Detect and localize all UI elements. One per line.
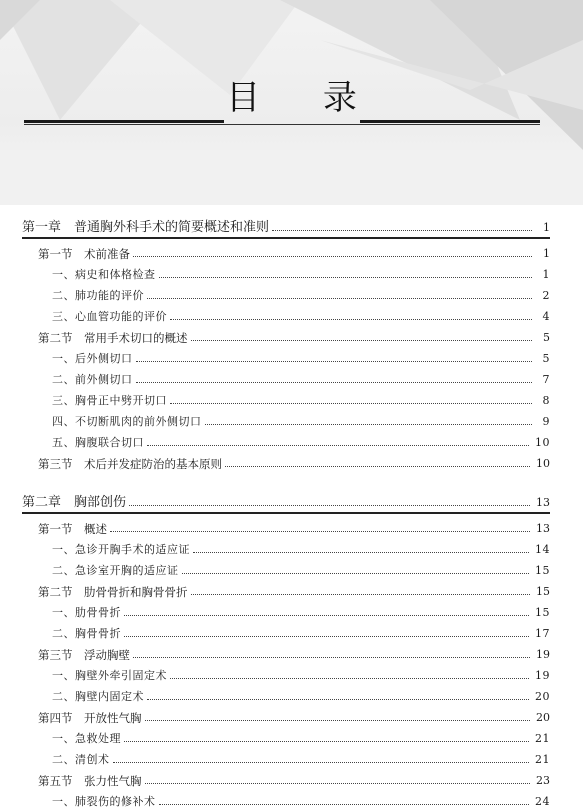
dot-leader [191,339,533,341]
toc-item-label: 二、肺功能的评价 [52,289,144,302]
toc-page-number: 5 [542,352,550,365]
toc-page-number: 1 [543,247,550,260]
dot-leader [225,465,530,467]
chapter-rule [22,512,550,514]
toc-item-label: 四、不切断肌肉的前外侧切口 [52,415,202,428]
toc-item-label: 五、胸腹联合切口 [52,436,144,449]
toc-page-number: 15 [536,585,550,598]
dot-leader [191,593,531,595]
toc-item-row[interactable] [22,429,550,450]
toc-page-number: 20 [535,690,550,703]
toc-item-label: 一、肋骨骨折 [52,606,121,619]
toc-section-row[interactable] [22,324,550,345]
chapter-rule [22,237,550,239]
dot-leader [205,423,533,425]
toc-page-number: 14 [535,543,550,556]
toc-page-number: 1 [542,268,550,281]
toc-page-number: 13 [536,496,550,509]
dot-leader [147,297,532,299]
toc-page-number: 10 [536,457,550,470]
chapter-gap [22,471,550,487]
toc-page-number: 10 [535,436,550,449]
toc-section-row[interactable] [22,450,550,471]
dot-leader [159,276,533,278]
toc-chapter-row[interactable] [22,212,550,235]
toc-section-row[interactable] [22,767,550,788]
toc-item-row[interactable] [22,387,550,408]
toc-section-label: 第三节 术后并发症防治的基本原则 [38,457,222,471]
toc-page-number: 20 [536,711,550,724]
toc-chapter-label: 第二章 胸部创伤 [22,495,127,510]
toc-item-label: 一、后外侧切口 [52,352,133,365]
toc-chapter-row[interactable] [22,487,550,510]
dot-leader [147,698,529,700]
toc-item-label: 一、胸壁外牵引固定术 [52,669,167,682]
toc-section-row[interactable] [22,578,550,599]
toc-section-label: 第一节 概述 [38,522,107,536]
dot-leader [124,614,529,616]
toc-section-label: 第五节 张力性气胸 [38,774,142,788]
toc-item-row[interactable] [22,408,550,429]
dot-leader [124,635,529,637]
dot-leader [136,360,533,362]
dot-leader [124,740,529,742]
toc-item-row[interactable] [22,620,550,641]
dot-leader [136,381,533,383]
title-rule-right [360,120,540,123]
dot-leader [133,656,530,658]
title-rule-underline [24,124,540,125]
dot-leader [182,572,530,574]
toc-page-number: 15 [535,606,550,619]
toc-page-number: 21 [535,732,550,745]
toc-section-row[interactable] [22,515,550,536]
toc-page-number: 23 [536,774,550,787]
toc-section-label: 第一节 术前准备 [38,247,130,261]
toc-chapter-label: 第一章 普通胸外科手术的简要概述和准则 [22,220,270,235]
toc-page-number: 17 [535,627,550,640]
toc-item-label: 三、心血管功能的评价 [52,310,167,323]
toc-page-number: 2 [542,289,550,302]
toc-item-label: 二、胸壁内固定术 [52,690,144,703]
dot-leader [113,761,530,763]
toc-item-row[interactable] [22,557,550,578]
toc-item-label: 二、清创术 [52,753,110,766]
toc-page-number: 19 [536,648,550,661]
toc-item-row[interactable] [22,345,550,366]
dot-leader [170,318,532,320]
dot-leader [133,255,532,257]
toc-section-label: 第二节 肋骨骨折和胸骨骨折 [38,585,188,599]
dot-leader [145,782,531,784]
page-title: 目 录 [226,78,383,118]
toc-page-number: 24 [535,795,550,808]
toc-page-number: 5 [543,331,550,344]
toc-item-label: 三、胸骨正中劈开切口 [52,394,167,407]
dot-leader [129,504,530,506]
dot-leader [272,229,532,231]
toc-item-row[interactable] [22,303,550,324]
toc-page-number: 4 [542,310,550,323]
toc-item-label: 二、前外侧切口 [52,373,133,386]
dot-leader [193,551,529,553]
toc-item-row[interactable] [22,788,550,809]
toc-item-row[interactable] [22,746,550,767]
toc-item-row[interactable] [22,599,550,620]
toc-page-number: 19 [535,669,550,682]
dot-leader [110,530,530,532]
dot-leader [145,719,531,721]
toc-item-label: 一、急诊开胸手术的适应证 [52,543,190,556]
toc-page-number: 1 [543,221,550,234]
toc-item-label: 一、肺裂伤的修补术 [52,795,156,808]
dot-leader [159,803,530,805]
toc-item-label: 二、胸骨骨折 [52,627,121,640]
dot-leader [147,444,529,446]
dot-leader [170,677,529,679]
toc-item-row[interactable] [22,366,550,387]
toc-section-label: 第四节 开放性气胸 [38,711,142,725]
toc-page-number: 15 [535,564,550,577]
toc-page-number: 13 [536,522,550,535]
toc-item-label: 二、急诊室开胸的适应证 [52,564,179,577]
toc-page-number: 9 [542,415,550,428]
title-rule-left [24,120,224,123]
toc-section-row[interactable] [22,240,550,261]
toc-item-row[interactable] [22,536,550,557]
table-of-contents [22,212,550,809]
toc-item-row[interactable] [22,282,550,303]
toc-item-label: 一、急救处理 [52,732,121,745]
toc-section-label: 第三节 浮动胸壁 [38,648,130,662]
toc-item-label: 一、病史和体格检查 [52,268,156,281]
toc-item-row[interactable] [22,683,550,704]
toc-item-row[interactable] [22,662,550,683]
dot-leader [170,402,532,404]
toc-section-row[interactable] [22,641,550,662]
toc-section-label: 第二节 常用手术切口的概述 [38,331,188,345]
toc-page-number: 7 [542,373,550,386]
toc-section-row[interactable] [22,704,550,725]
toc-page-number: 8 [542,394,550,407]
toc-item-row[interactable] [22,725,550,746]
toc-page-number: 21 [535,753,550,766]
toc-item-row[interactable] [22,261,550,282]
